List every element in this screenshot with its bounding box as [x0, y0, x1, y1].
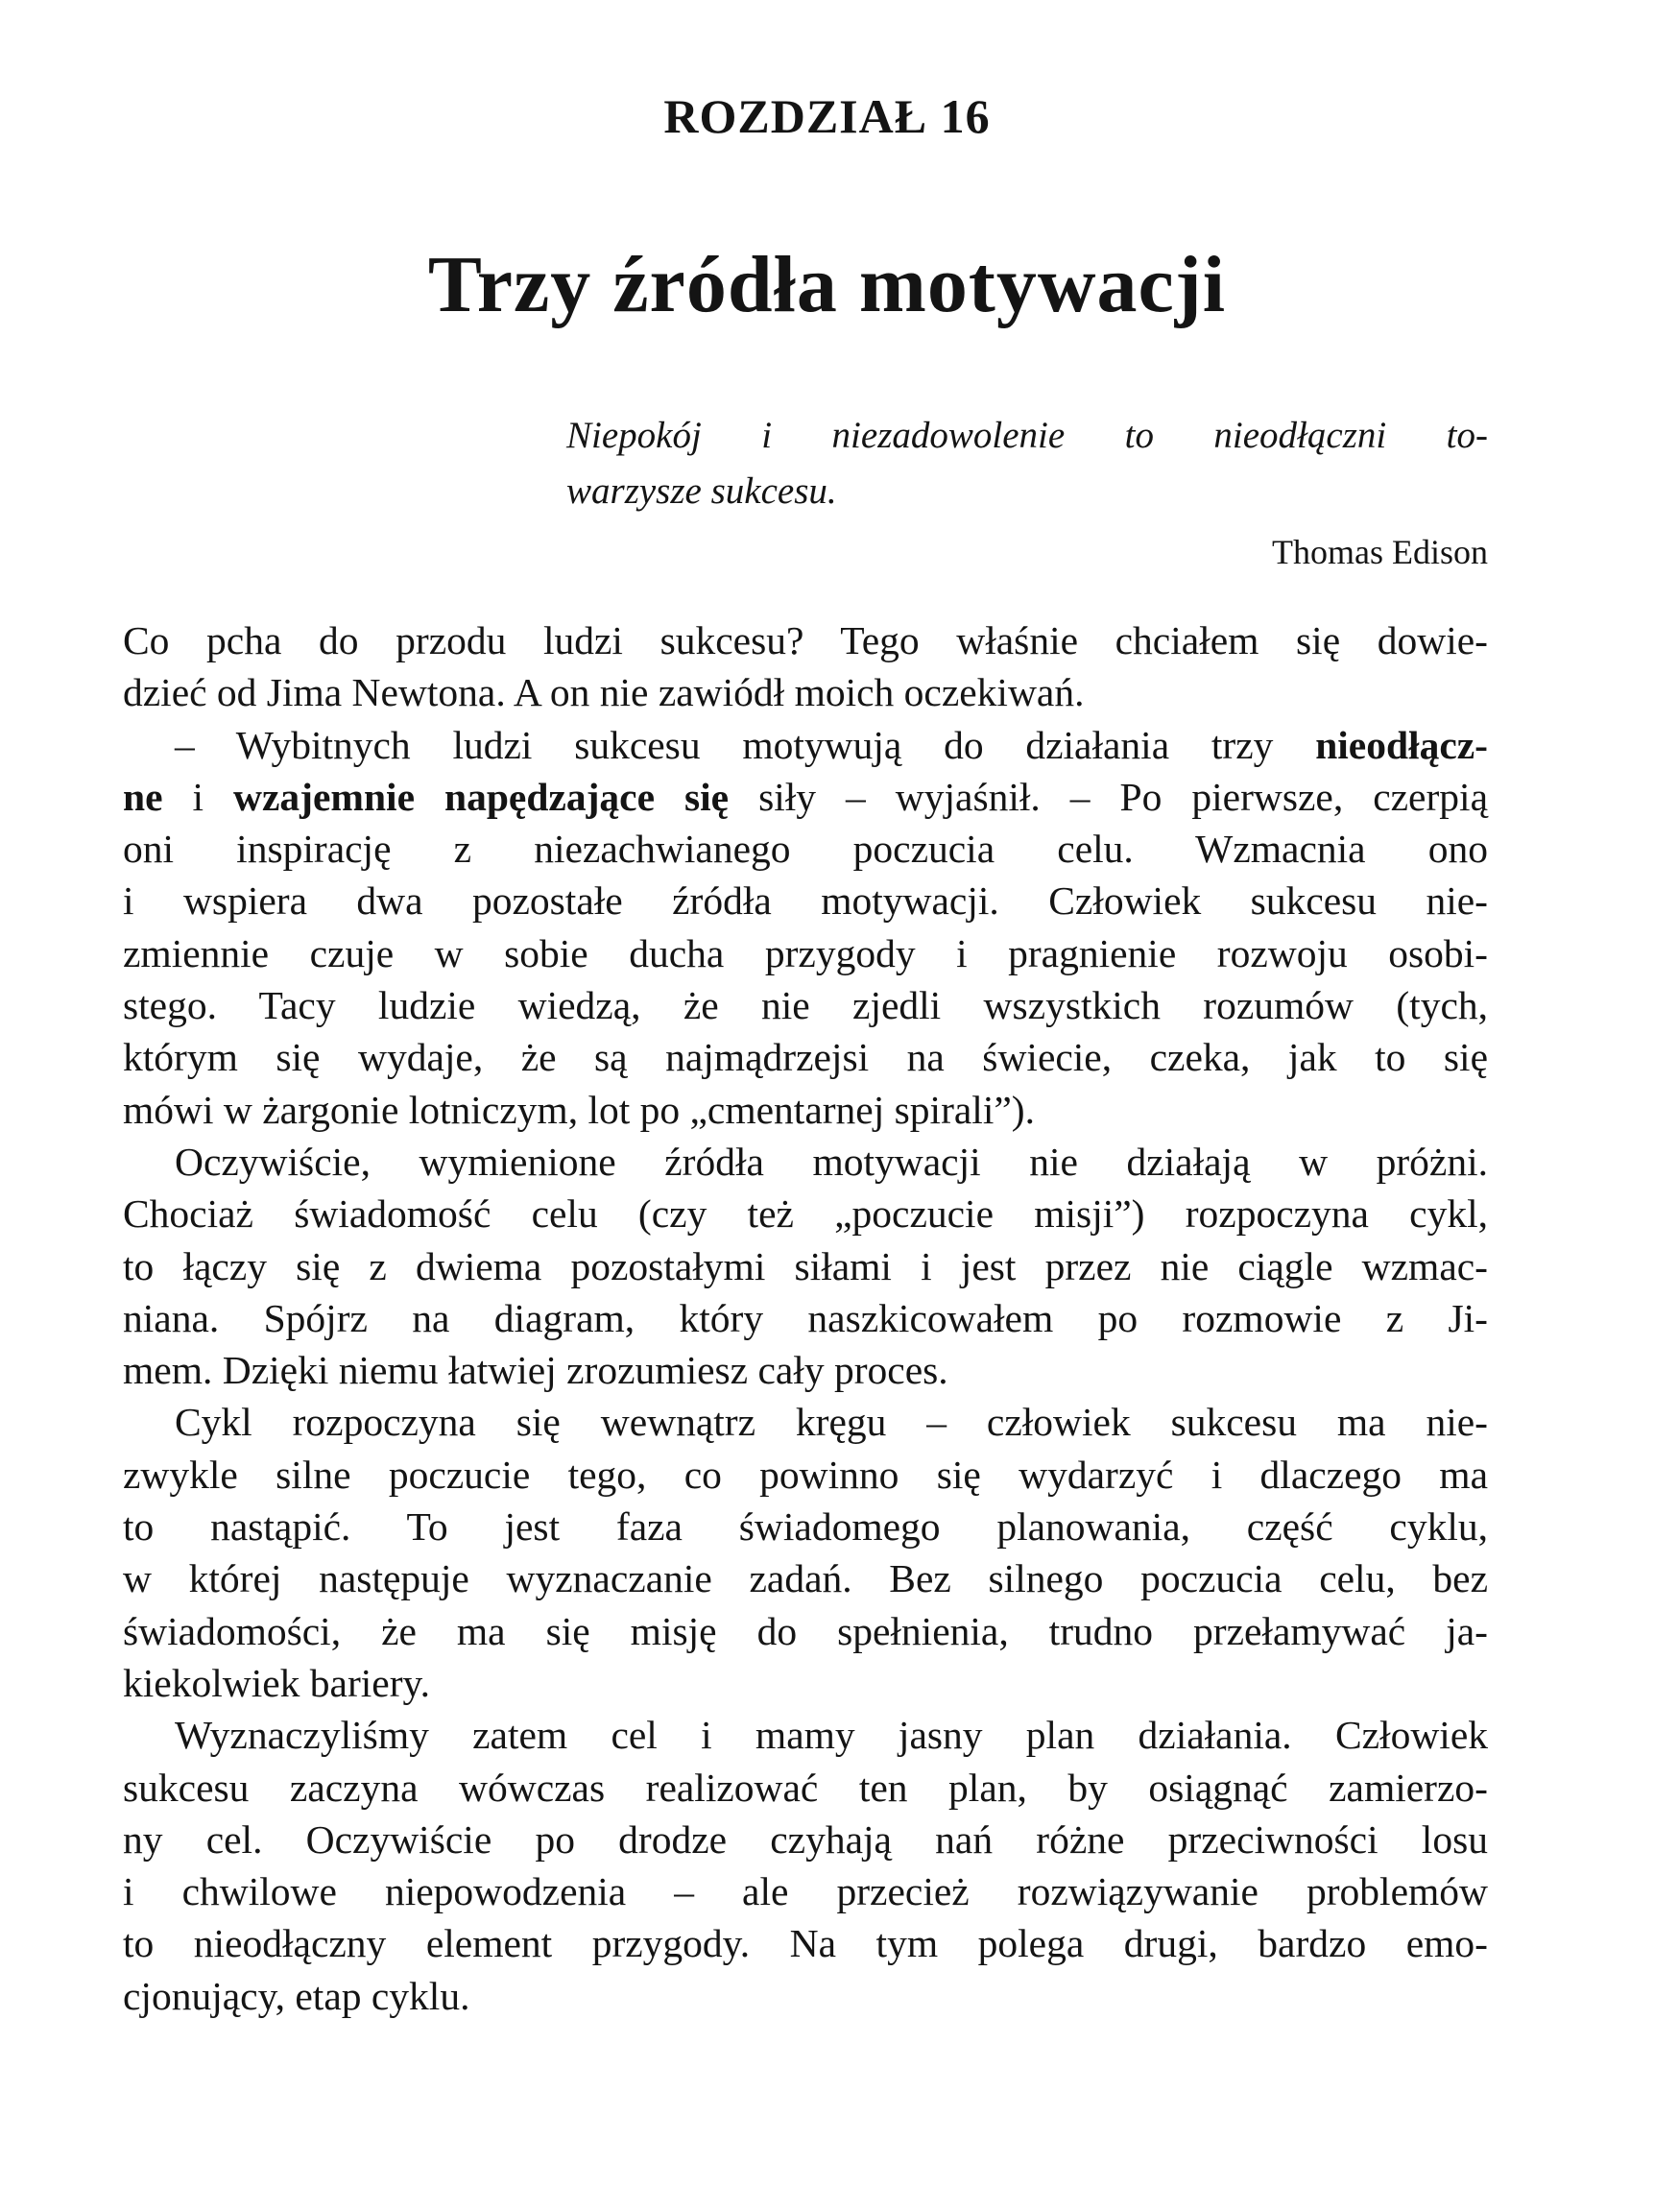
epigraph-line: Niepokój i niezadowolenie to nieodłączni to- [566, 415, 1488, 456]
text-line [123, 771, 1488, 823]
text-line: świadomości, że ma się misję do spełnienia, trudno przełamywać ja- [123, 1608, 1488, 1653]
text-line: stego. Tacy ludzie wiedzą, że nie zjedli wszystkich rozumów (tych, [123, 983, 1488, 1028]
text-line: to łączy się z dwiema pozostałymi siłami i jest przez nie ciągle wzmac- [123, 1243, 1488, 1288]
bold-text: ne [123, 774, 163, 819]
epigraph-author: Thomas Edison [1272, 533, 1488, 571]
text-line: to nastąpić. To jest faza świadomego planowania, część cyklu, [123, 1504, 1488, 1550]
text-line: kiekolwiek bariery. [123, 1660, 430, 1705]
text-line: Oczywiście, wymienione źródła motywacji nie działają w próżni. [175, 1139, 1488, 1184]
text-run: siły – wyjaśnił. – Po pierwsze, czerpią [729, 774, 1488, 819]
text-line: którym się wydaje, że są najmądrzejsi na świecie, czeka, jak to się [123, 1035, 1488, 1080]
epigraph [566, 408, 1488, 577]
text-line: Chociaż świadomość celu (czy też „poczucie misji”) rozpoczyna cykl, [123, 1191, 1488, 1237]
text-line: Co pcha do przodu ludzi sukcesu? Tego właśnie chciałem się dowie- [123, 618, 1488, 662]
text-line: cjonujący, etap cyklu. [123, 1973, 470, 2018]
chapter-label: ROZDZIAŁ 16 [663, 89, 991, 143]
text-line: i wspiera dwa pozostałe źródła motywacji. Człowiek sukcesu nie- [123, 878, 1488, 924]
text-line: mówi w żargonie lotniczym, lot po „cmentarnej spirali”). [123, 1087, 1035, 1132]
text-line: dzieć od Jima Newtona. A on nie zawiódł moich oczekiwań. [123, 670, 1085, 715]
bold-text: wzajemnie napędzające się [233, 774, 730, 819]
text-line: Cykl rozpoczyna się wewnątrz kręgu – człowiek sukcesu ma nie- [175, 1400, 1488, 1445]
text-line: niana. Spójrz na diagram, który naszkicowałem po rozmowie z Ji- [123, 1295, 1488, 1340]
text-line: zwykle silne poczucie tego, co powinno się wydarzyć i dlaczego ma [123, 1452, 1488, 1497]
body-text [123, 614, 1488, 2022]
text-line: ny cel. Oczywiście po drodze czyhają nań różne przeciwności losu [123, 1816, 1488, 1862]
text-line: mem. Dzięki niemu łatwiej zrozumiesz cały proces. [123, 1348, 948, 1393]
text-run: – Wybitnych ludzi sukcesu motywują do działania trzy [175, 722, 1316, 767]
text-line: to nieodłączny element przygody. Na tym polega drugi, bardzo emo- [123, 1921, 1488, 1966]
text-run: i [162, 774, 234, 819]
text-line: i chwilowe niepowodzenia – ale przecież rozwiązywanie problemów [123, 1869, 1488, 1914]
chapter-title: Trzy źródła motywacji [427, 240, 1227, 329]
text-line: Wyznaczyliśmy zatem cel i mamy jasny plan działania. Człowiek [175, 1713, 1488, 1758]
text-line: w której następuje wyznaczanie zadań. Bez silnego poczucia celu, bez [123, 1556, 1488, 1601]
epigraph-line: warzysze sukcesu. [566, 470, 837, 512]
text-line: sukcesu zaczyna wówczas realizować ten plan, by osiągnąć zamierzo- [123, 1765, 1488, 1810]
bold-text: nieodłącz- [1315, 722, 1488, 767]
text-line [123, 719, 1488, 771]
text-line: zmiennie czuje w sobie ducha przygody i pragnienie rozwoju osobi- [123, 930, 1488, 975]
text-line: oni inspirację z niezachwianego poczucia celu. Wzmacnia ono [123, 827, 1488, 872]
epigraph-quote [566, 408, 1488, 519]
